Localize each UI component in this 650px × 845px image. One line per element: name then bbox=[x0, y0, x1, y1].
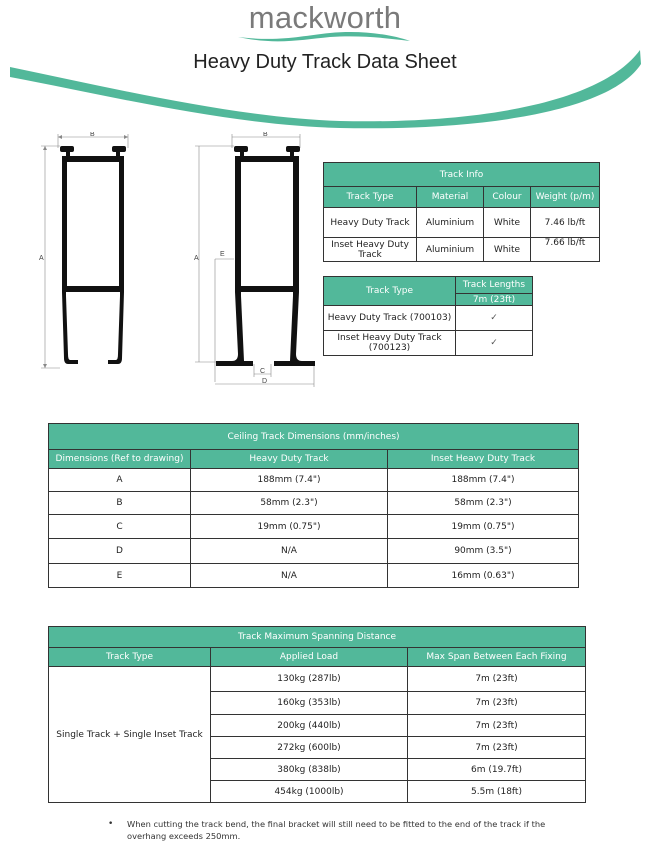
cell-span: 7m (23ft) bbox=[408, 667, 586, 692]
cell-heavy: N/A bbox=[191, 539, 388, 564]
table-row bbox=[324, 306, 533, 331]
check-icon: ✓ bbox=[456, 306, 533, 331]
cell-type: Inset Heavy Duty Track (700123) bbox=[324, 331, 456, 356]
page-title: Heavy Duty Track Data Sheet bbox=[193, 51, 457, 73]
spanning-title: Track Maximum Spanning Distance bbox=[49, 627, 586, 648]
col-colour: Colour bbox=[484, 187, 531, 208]
cell-colour: White bbox=[484, 238, 531, 262]
cell-span: 5.5m (18ft) bbox=[408, 781, 586, 803]
cell-heavy: 19mm (0.75") bbox=[191, 515, 388, 539]
track-lengths-table bbox=[323, 276, 533, 356]
table-row bbox=[49, 515, 579, 539]
inset-track-profile bbox=[216, 146, 315, 366]
dim-label-c: C bbox=[260, 368, 266, 375]
dimensions-table bbox=[48, 423, 579, 588]
cell-span: 7m (23ft) bbox=[408, 692, 586, 715]
cell-load: 380kg (838lb) bbox=[211, 759, 408, 781]
cell-colour: White bbox=[484, 208, 531, 238]
col-inset-heavy-duty: Inset Heavy Duty Track bbox=[388, 450, 579, 469]
track-info-table bbox=[323, 162, 600, 262]
dim-label-b: B bbox=[263, 132, 268, 138]
cell-type: Heavy Duty Track bbox=[324, 208, 417, 238]
spanning-distance-table bbox=[48, 626, 586, 803]
cell-span: 7m (23ft) bbox=[408, 715, 586, 737]
heavy-duty-track-drawing bbox=[38, 132, 138, 372]
cell-inset: 188mm (7.4") bbox=[388, 469, 579, 492]
dim-label-b: B bbox=[90, 132, 95, 138]
col-dimension-ref: Dimensions (Ref to drawing) bbox=[49, 450, 191, 469]
cell-ref: B bbox=[49, 492, 191, 515]
table-row bbox=[49, 492, 579, 515]
col-track-type: Track Type bbox=[324, 187, 417, 208]
mackworth-logo: mackworth bbox=[248, 0, 402, 35]
track-profile bbox=[60, 146, 126, 364]
col-applied-load: Applied Load bbox=[211, 648, 408, 667]
cell-inset: 58mm (2.3") bbox=[388, 492, 579, 515]
cell-heavy: 58mm (2.3") bbox=[191, 492, 388, 515]
cell-ref: E bbox=[49, 564, 191, 588]
cell-load: 160kg (353lb) bbox=[211, 692, 408, 715]
col-weight: Weight (p/m) bbox=[531, 187, 600, 208]
col-max-span: Max Span Between Each Fixing bbox=[408, 648, 586, 667]
col-track-type: Track Type bbox=[49, 648, 211, 667]
cell-span: 6m (19.7ft) bbox=[408, 759, 586, 781]
cell-heavy: N/A bbox=[191, 564, 388, 588]
table-row bbox=[324, 238, 600, 262]
track-info-title: Track Info bbox=[324, 163, 600, 187]
cell-ref: C bbox=[49, 515, 191, 539]
table-row bbox=[324, 208, 600, 238]
dim-label-e: E bbox=[220, 251, 225, 258]
cell-material: Aluminium bbox=[417, 208, 484, 238]
table-row bbox=[49, 564, 579, 588]
cell-inset: 90mm (3.5") bbox=[388, 539, 579, 564]
cell-inset: 16mm (0.63") bbox=[388, 564, 579, 588]
cell-load: 272kg (600lb) bbox=[211, 737, 408, 759]
dim-label-a: A bbox=[194, 255, 199, 262]
note-item: • When cutting the track bend, the final bracket will still need to be fitted to the end of the track if the overhang exceeds 250mm. bbox=[108, 818, 578, 842]
table-row bbox=[49, 667, 586, 692]
table-row bbox=[49, 469, 579, 492]
cell-type: Inset Heavy Duty Track bbox=[324, 238, 417, 262]
table-row bbox=[324, 331, 533, 356]
col-track-type: Track Type bbox=[324, 277, 456, 306]
check-icon: ✓ bbox=[456, 331, 533, 356]
cell-span: 7m (23ft) bbox=[408, 737, 586, 759]
dimensions-title: Ceiling Track Dimensions (mm/inches) bbox=[49, 424, 579, 450]
cell-load: 454kg (1000lb) bbox=[211, 781, 408, 803]
table-row bbox=[49, 539, 579, 564]
cell-material: Aluminium bbox=[417, 238, 484, 262]
dim-label-a: A bbox=[39, 255, 44, 262]
cell-weight: 7.46 lb/ft bbox=[531, 208, 600, 238]
cell-load: 130kg (287lb) bbox=[211, 667, 408, 692]
cell-load: 200kg (440lb) bbox=[211, 715, 408, 737]
inset-heavy-duty-track-drawing bbox=[190, 132, 315, 392]
cell-inset: 19mm (0.75") bbox=[388, 515, 579, 539]
cell-ref: A bbox=[49, 469, 191, 492]
col-material: Material bbox=[417, 187, 484, 208]
notes-list bbox=[108, 818, 578, 842]
cell-ref: D bbox=[49, 539, 191, 564]
cell-heavy: 188mm (7.4") bbox=[191, 469, 388, 492]
col-length-7m: 7m (23ft) bbox=[456, 294, 533, 306]
dim-label-d: D bbox=[262, 378, 268, 385]
cell-track-type: Single Track + Single Inset Track bbox=[49, 667, 211, 803]
cell-weight: 7.66 lb/ft bbox=[531, 238, 600, 262]
col-heavy-duty: Heavy Duty Track bbox=[191, 450, 388, 469]
cell-type: Heavy Duty Track (700103) bbox=[324, 306, 456, 331]
col-track-lengths: Track Lengths bbox=[456, 277, 533, 294]
